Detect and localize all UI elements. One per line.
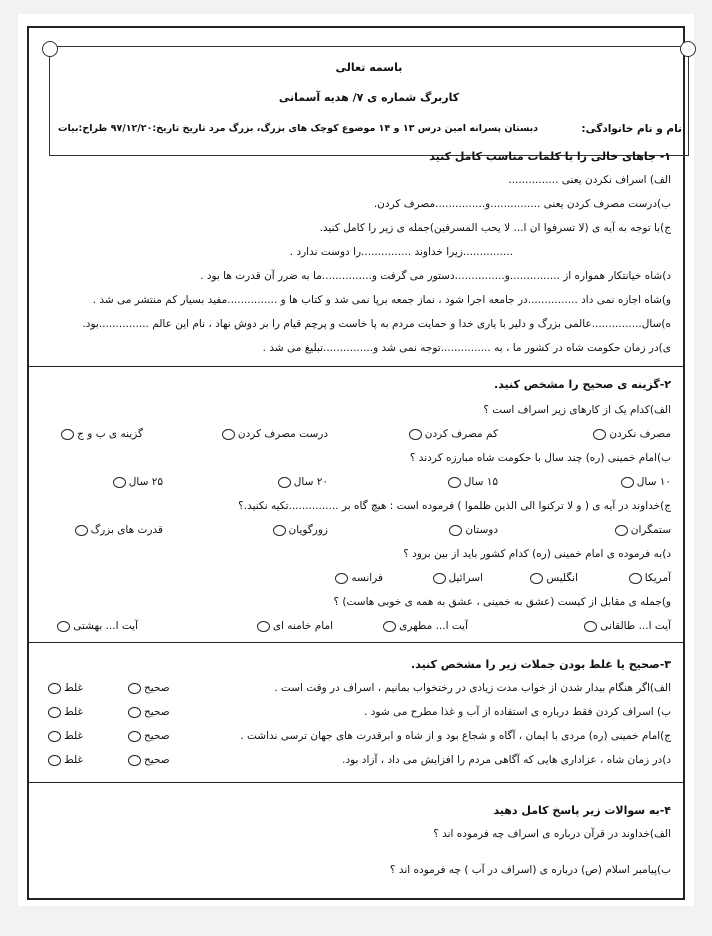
radio-circle[interactable] [629, 573, 642, 584]
radio-circle[interactable] [383, 621, 396, 632]
option[interactable] [445, 476, 498, 488]
option[interactable] [332, 572, 383, 584]
radio-circle[interactable] [128, 683, 141, 694]
false-label: غلط [64, 706, 83, 718]
s2-question: د)به فرموده ی امام خمینی (ره) کدام کشور باید از بین برود ؟ [403, 548, 671, 560]
radio-circle[interactable] [273, 525, 286, 536]
option-label: ۱۵ سال [463, 476, 498, 488]
radio-circle[interactable] [257, 621, 270, 632]
radio-circle[interactable] [48, 683, 61, 694]
radio-circle[interactable] [621, 477, 634, 488]
option-label: اسرائیل [448, 572, 483, 584]
radio-circle[interactable] [48, 731, 61, 742]
option-label: ۲۰ سال [293, 476, 328, 488]
radio-circle[interactable] [128, 731, 141, 742]
radio-circle[interactable] [128, 755, 141, 766]
section4-title: ۴-به سوالات زیر پاسخ کامل دهید [493, 804, 671, 817]
option[interactable] [58, 428, 143, 440]
option-label: آیت ا... طالقانی [600, 620, 671, 632]
true-label: صحیح [144, 730, 170, 742]
true-option[interactable] [125, 706, 170, 718]
s2-question: ب)امام خمینی (ره) چند سال با حکومت شاه مبارزه کردند ؟ [409, 452, 671, 464]
radio-circle[interactable] [335, 573, 348, 584]
option-label: آیت ا... بهشتی [73, 620, 138, 632]
section-divider [29, 642, 683, 643]
radio-circle[interactable] [113, 477, 126, 488]
radio-circle[interactable] [48, 707, 61, 718]
true-option[interactable] [125, 754, 170, 766]
false-option[interactable] [45, 754, 83, 766]
radio-circle[interactable] [448, 477, 461, 488]
false-label: غلط [64, 754, 83, 766]
option[interactable] [72, 524, 163, 536]
option[interactable] [430, 572, 483, 584]
option[interactable] [527, 572, 578, 584]
option-label: ۲۵ سال [128, 476, 163, 488]
scroll-curl-right [680, 41, 696, 57]
s4-question: الف)خداوند در قرآن درباره ی اسراف چه فرموده اند ؟ [433, 828, 671, 840]
radio-circle[interactable] [61, 429, 74, 440]
radio-circle[interactable] [433, 573, 446, 584]
option[interactable] [219, 428, 328, 440]
section-divider [29, 366, 683, 367]
option-label: درست مصرف کردن [237, 428, 328, 440]
scroll-curl-left [42, 41, 58, 57]
s4-question: ب)پیامبر اسلام (ص) درباره ی (اسراف در آب ) چه فرموده اند ؟ [389, 864, 671, 876]
radio-circle[interactable] [530, 573, 543, 584]
bismillah: باسمه تعالی [335, 61, 403, 74]
header-info: دبستان پسرانه امین درس ۱۳ و ۱۴ موضوع کوچک های بزرگ، بزرگ مرد تاریخ تاریخ:۹۷/۱۲/۲۰ طراح:بیات [58, 123, 539, 134]
option-label: کم مصرف کردن [424, 428, 498, 440]
s1-line: و)شاه اجازه نمی داد ...............در جامعه اجرا شود ، نماز جمعه برپا نمی شد و کتاب ها و ...............مفید بسیار کم منتشر می شد . [92, 294, 671, 306]
option-label: آیت ا... مطهری [399, 620, 468, 632]
tf-statement: ج)امام خمینی (ره) مردی با ایمان ، آگاه و شجاع بود و از شاه و ابرقدرت های جهان ترسی نداشت . [240, 730, 671, 742]
radio-circle[interactable] [409, 429, 422, 440]
option-label: مصرف نکردن [609, 428, 671, 440]
s1-line: ...............زیرا خداوند ...............را دوست ندارد . [289, 246, 513, 258]
worksheet-title: کاربرگ شماره ی ۷/ هدیه آسمانی [278, 91, 460, 104]
option-label: انگلیس [546, 572, 578, 584]
option-label: زورگویان [288, 524, 328, 536]
true-option[interactable] [125, 730, 170, 742]
option-label: قدرت های بزرگ [90, 524, 163, 536]
tf-statement: ب) اسراف کردن فقط درباره ی استفاده از آب و غذا مطرح می شود . [364, 706, 671, 718]
option[interactable] [254, 620, 333, 632]
false-label: غلط [64, 682, 83, 694]
radio-circle[interactable] [615, 525, 628, 536]
s2-question: و)جمله ی مقابل از کیست (عشق به خمینی ، عشق به همه ی خوبی هاست) ؟ [333, 596, 671, 608]
radio-circle[interactable] [48, 755, 61, 766]
option[interactable] [612, 524, 671, 536]
radio-circle[interactable] [75, 525, 88, 536]
s2-question: ج)خداوند در آیه ی ( و لا ترکنوا الی الذین ظلموا ) فرموده است : هیچ گاه بر ...............تکیه نکنید.؟ [238, 500, 671, 512]
radio-circle[interactable] [222, 429, 235, 440]
option-label: ستمگران [630, 524, 671, 536]
true-option[interactable] [125, 682, 170, 694]
tf-statement: الف)اگر هنگام بیدار شدن از خواب مدت زیادی در رختخواب بمانیم ، اسراف در وقت است . [274, 682, 671, 694]
section-divider [29, 782, 683, 783]
section2-title: ۲-گزینه ی صحیح را مشخص کنید. [494, 378, 671, 391]
option-label: فرانسه [351, 572, 383, 584]
option[interactable] [581, 620, 671, 632]
option-label: ۱۰ سال [636, 476, 671, 488]
s1-line: ب)درست مصرف کردن یعنی ...............و...............مصرف کردن. [373, 198, 671, 210]
worksheet-page [18, 14, 694, 906]
name-label: نام و نام خانوادگی: [581, 123, 682, 135]
true-label: صحیح [144, 754, 170, 766]
s1-line: ج)با توجه به آیه ی (لا تسرفوا ان ا... لا یحب المسرفین)جمله ی زیر را کامل کنید. [319, 222, 671, 234]
option[interactable] [270, 524, 328, 536]
true-label: صحیح [144, 682, 170, 694]
option-label: آمریکا [644, 572, 671, 584]
option[interactable] [110, 476, 163, 488]
section3-title: ۳-صحیح یا غلط بودن جملات زیر را مشخص کنید. [411, 658, 671, 671]
option[interactable] [380, 620, 468, 632]
radio-circle[interactable] [584, 621, 597, 632]
tf-statement: د)در زمان شاه ، عزاداری هایی که آگاهی مردم را افزایش می داد ، آزاد بود. [342, 754, 671, 766]
option[interactable] [406, 428, 498, 440]
option-label: امام خامنه ای [272, 620, 333, 632]
false-option[interactable] [45, 706, 83, 718]
header-scroll [49, 46, 689, 156]
radio-circle[interactable] [278, 477, 291, 488]
false-option[interactable] [45, 730, 83, 742]
option[interactable] [626, 572, 671, 584]
radio-circle[interactable] [593, 429, 606, 440]
radio-circle[interactable] [57, 621, 70, 632]
radio-circle[interactable] [128, 707, 141, 718]
option-label: دوستان [465, 524, 498, 536]
option-label: گزینه ی ب و ج [77, 428, 143, 440]
option[interactable] [275, 476, 328, 488]
s1-line: الف) اسراف نکردن یعنی ............... [508, 174, 671, 186]
s1-line: ی)در زمان حکومت شاه در کشور ما ، به ...............توجه نمی شد و...............تبلیغ می شد . [262, 342, 671, 354]
false-label: غلط [64, 730, 83, 742]
s2-question: الف)کدام یک از کارهای زیر اسراف است ؟ [483, 404, 671, 416]
radio-circle[interactable] [449, 525, 462, 536]
true-label: صحیح [144, 706, 170, 718]
option[interactable] [446, 524, 498, 536]
option[interactable] [618, 476, 671, 488]
section1-title: ۱- جاهای خالی را با کلمات مناسب کامل کنید [429, 150, 671, 163]
false-option[interactable] [45, 682, 83, 694]
option[interactable] [590, 428, 671, 440]
s1-line: ه)سال...............عالمی بزرگ و دلیر با یاری خدا و حمایت مردم به پا خاست و پرچم قیام را بر دوش نهاد ، نام این عالم ...............بود. [82, 318, 671, 330]
s1-line: د)شاه خیانتکار همواره از ...............و...............دستور می گرفت و...............ما به ضرر آن قدرت ها بود . [200, 270, 671, 282]
page-border [27, 26, 685, 900]
option[interactable] [54, 620, 138, 632]
